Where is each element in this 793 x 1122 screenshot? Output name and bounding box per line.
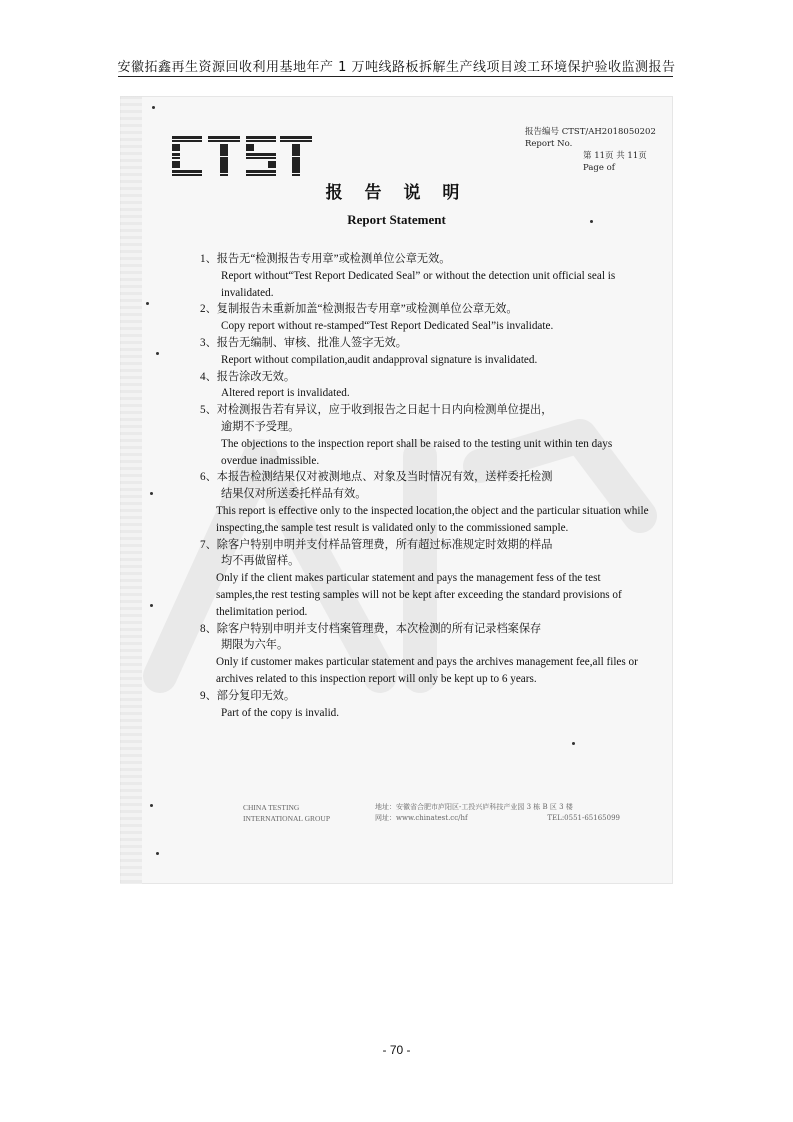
title-en: Report Statement xyxy=(347,212,446,227)
statement-item: 8、除客户特别申明并支付档案管理费，本次检测的所有记录档案保存 期限为六年。 Only if customer makes particular statement and pays the archives management fee,all files or archives related to this inspection report will only be kept up to 6 years. xyxy=(200,622,638,685)
scan-speck xyxy=(146,302,149,305)
header-rule xyxy=(118,76,673,77)
footer-address: 地址：安徽省合肥市庐阳区-工投兴庐科技产业园 3 栋 B 区 3 楼 xyxy=(375,803,573,811)
statement-item: 3、报告无编制、审核、批准人签字无效。 Report without compilation,audit andapproval signature is invalidated. xyxy=(200,336,538,366)
statement-item: 5、对检测报告若有异议，应于收到报告之日起十日内向检测单位提出， 逾期不予受理。 The objections to the inspection report shall be raised to the testing unit within ten days overdue inadmissible. xyxy=(200,404,613,467)
footer-contact xyxy=(375,802,620,824)
footer-tel: TEL:0551-65165099 xyxy=(547,814,620,822)
statement-item: 6、本报告检测结果仅对被测地点、对象及当时情况有效，送样委托检测 结果仅对所送委托样品有效。 This report is effective only to the inspected location,the object and the particular situation while inspecting,the sample test result is validated only to the commissioned sample. xyxy=(200,471,649,534)
statement-item: 2、复制报告未重新加盖“检测报告专用章”或检测单位公章无效。 Copy report without re-stamped“Test Report Dedicated Seal”is invalidate. xyxy=(200,303,554,333)
scan-speck xyxy=(156,852,159,855)
statement-item: 9、部分复印无效。 Part of the copy is invalid. xyxy=(200,689,340,719)
scan-speck xyxy=(150,604,153,607)
scan-speck xyxy=(150,492,153,495)
report-number: 报告编号 CTST/AH2018050202 Report No. xyxy=(525,127,656,149)
statement-item: 4、报告涂改无效。 Altered report is invalidated. xyxy=(200,370,350,400)
footer-company: CHINA TESTING INTERNATIONAL GROUP xyxy=(243,803,331,823)
statement-item: 7、除客户特别申明并支付样品管理费，所有超过标准规定时效期的样品 均不再做留样。 Only if the client makes particular statement and pays the management fess of the test samples,the rest testing samples will not be kept after exceeding the standard provisions of thelimitation period. xyxy=(200,538,622,618)
scanned-report-page xyxy=(120,96,673,884)
footer-web: 网址：www.chinatest.cc/hf xyxy=(375,814,468,822)
page-number: - 70 - xyxy=(382,1043,411,1057)
page-count: 第 11页 共 11页 Page of xyxy=(583,151,647,173)
statement-list xyxy=(200,251,650,721)
statement-item: 1、报告无“检测报告专用章”或检测单位公章无效。 Report without“Test Report Dedicated Seal” or without the detection unit official seal is invalidated. xyxy=(200,253,616,299)
title-cn: 报 告 说 明 xyxy=(325,183,468,203)
scan-speck xyxy=(150,804,153,807)
scan-speck xyxy=(590,220,593,223)
page-header-title: 安徽拓鑫再生资源回收利用基地年产 1 万吨线路板拆解生产线项目竣工环境保护验收监测报告 xyxy=(117,60,676,75)
scan-speck xyxy=(152,106,155,109)
ctst-logo xyxy=(172,136,312,176)
scan-speck xyxy=(572,742,575,745)
scan-speck xyxy=(156,352,159,355)
